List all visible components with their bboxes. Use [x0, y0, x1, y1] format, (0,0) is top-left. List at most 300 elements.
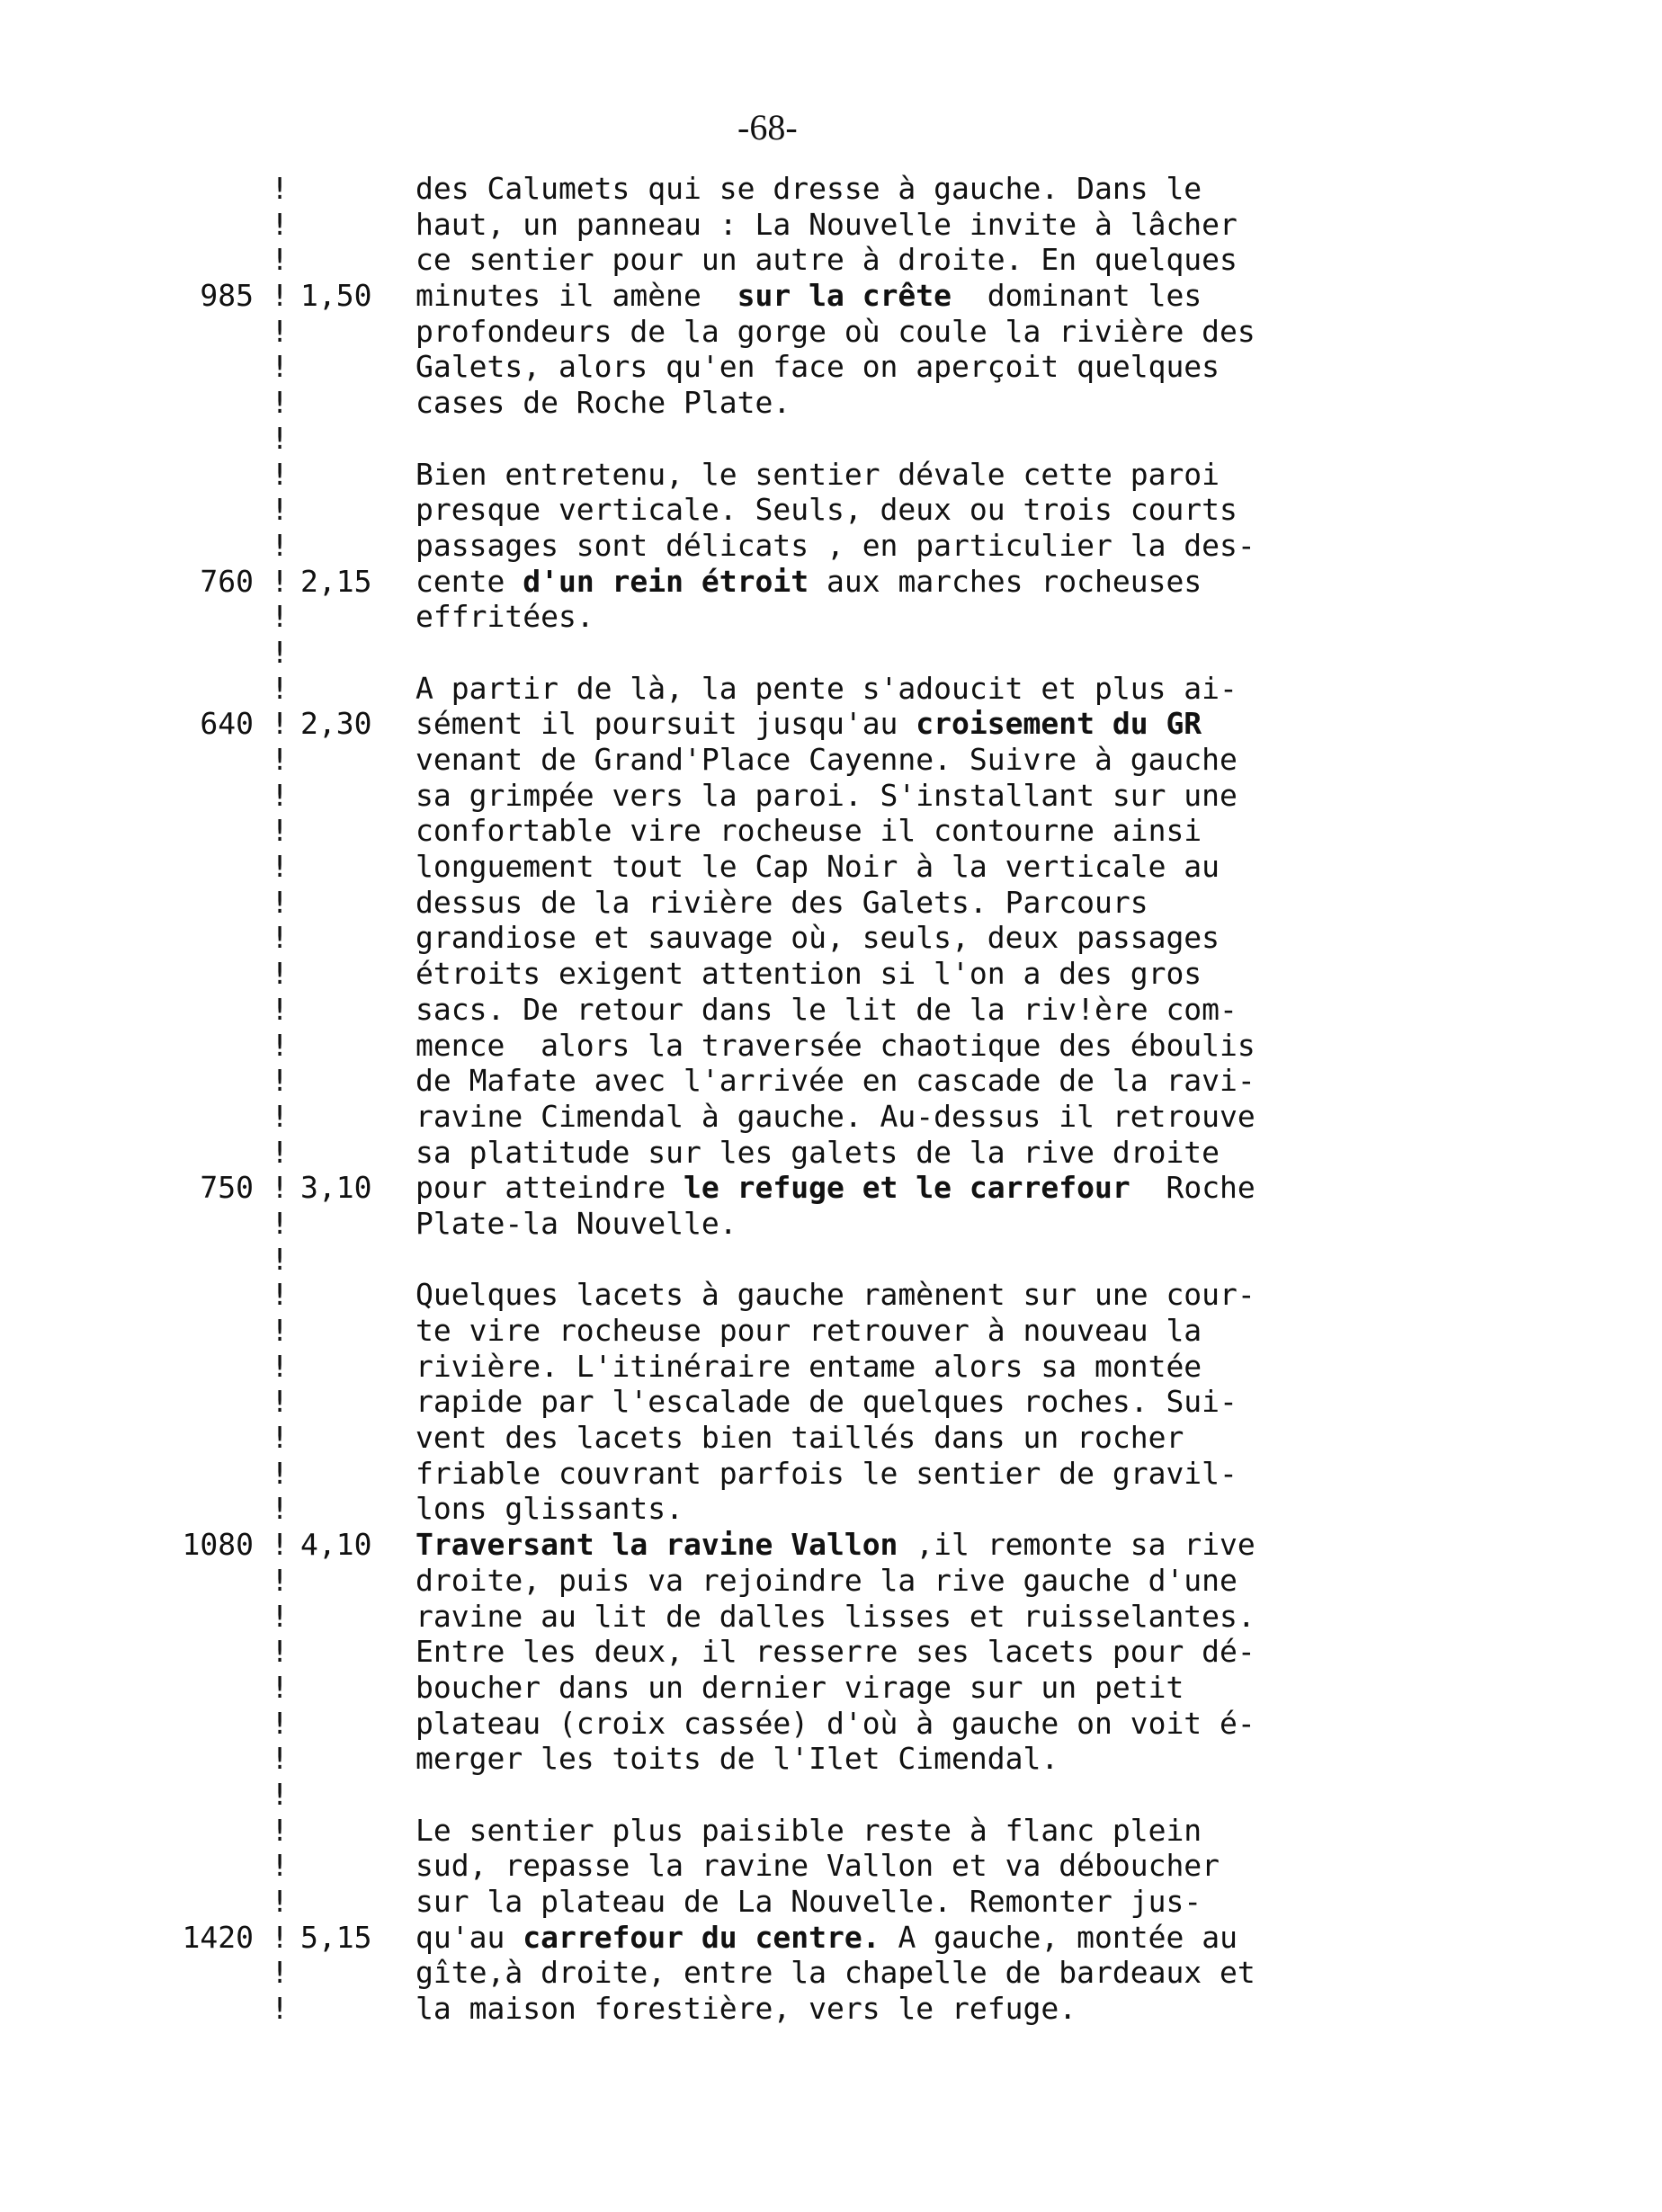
line-text	[416, 1777, 1639, 1813]
line-text	[416, 1063, 1639, 1099]
column-separator: !	[271, 742, 289, 777]
line-text	[416, 1206, 1639, 1242]
text-line	[164, 528, 1639, 564]
text-segment: rapide par l'escalade de quelques roches. Sui-	[416, 1384, 1238, 1420]
altitude-value	[164, 599, 254, 635]
line-text	[416, 1384, 1639, 1420]
text-line	[164, 1206, 1639, 1242]
altitude-value	[164, 1028, 254, 1064]
line-text	[416, 599, 1639, 635]
column-separator: !	[271, 420, 289, 456]
text-line	[164, 1170, 1639, 1206]
altitude-value	[164, 1670, 254, 1706]
column-separator: !	[271, 1134, 289, 1170]
line-text	[416, 992, 1639, 1028]
time-value	[293, 1206, 416, 1242]
time-value	[293, 1028, 416, 1064]
line-text	[416, 492, 1639, 528]
time-value	[293, 492, 416, 528]
time-value	[293, 1313, 416, 1349]
text-line	[164, 207, 1639, 243]
line-text	[416, 528, 1639, 564]
column-separator: !	[271, 1598, 289, 1634]
line-text	[416, 1920, 1639, 1956]
text-line	[164, 492, 1639, 528]
time-value	[293, 314, 416, 350]
text-segment: grandiose et sauvage où, seuls, deux passages	[416, 920, 1220, 956]
column-separator: !	[271, 527, 289, 563]
text-line	[164, 1277, 1639, 1313]
line-text	[416, 171, 1639, 207]
altitude-value	[164, 956, 254, 992]
time-value	[293, 1491, 416, 1527]
column-separator: !	[271, 171, 289, 206]
time-value	[293, 956, 416, 992]
altitude-value	[164, 1063, 254, 1099]
column-separator: !	[271, 1063, 289, 1099]
column-separator: !	[271, 1741, 289, 1777]
altitude-value	[164, 1634, 254, 1670]
text-segment: mence alors la traversée chaotique des éboulis	[416, 1027, 1255, 1063]
time-value	[293, 742, 416, 778]
column-separator: !	[271, 1491, 289, 1527]
column-separator: !	[271, 1776, 289, 1812]
text-segment: minutes il amène	[416, 278, 737, 314]
text-segment: dessus de la rivière des Galets. Parcours	[416, 884, 1148, 920]
time-value	[293, 242, 416, 278]
column-separator: !	[271, 634, 289, 670]
line-text	[416, 849, 1639, 885]
line-text	[416, 1706, 1639, 1742]
altitude-value	[164, 1135, 254, 1171]
line-text	[416, 385, 1639, 421]
text-line	[164, 1848, 1639, 1884]
line-text	[416, 207, 1639, 243]
text-line	[164, 671, 1639, 707]
altitude-value	[164, 1242, 254, 1278]
line-text	[416, 349, 1639, 385]
line-text	[416, 1349, 1639, 1385]
text-segment: des Calumets qui se dresse à gauche. Dans le	[416, 171, 1202, 206]
text-segment: A partir de là, la pente s'adoucit et plus ai-	[416, 670, 1238, 706]
column-separator: !	[271, 1919, 289, 1955]
time-value	[293, 671, 416, 707]
text-line	[164, 314, 1639, 350]
line-text	[416, 1313, 1639, 1349]
altitude-value	[164, 1706, 254, 1742]
altitude-value	[164, 1777, 254, 1813]
line-text	[416, 421, 1639, 457]
text-segment: friable couvrant parfois le sentier de gravil-	[416, 1455, 1238, 1491]
time-value: 4,10	[300, 1527, 372, 1563]
column-separator: !	[271, 1098, 289, 1134]
text-segment: dominant les	[952, 278, 1202, 314]
line-text	[416, 885, 1639, 921]
line-text	[416, 1527, 1639, 1563]
bold-text-segment: carrefour du centre.	[523, 1919, 880, 1955]
text-segment: Plate-la Nouvelle.	[416, 1205, 737, 1241]
line-text	[416, 1884, 1639, 1920]
text-segment: ravine au lit de dalles lisses et ruisselantes.	[416, 1598, 1255, 1634]
text-line	[164, 1884, 1639, 1920]
time-value	[293, 920, 416, 956]
text-segment: plateau (croix cassée) d'où à gauche on voit é-	[416, 1705, 1255, 1741]
altitude-value: 1420	[182, 1919, 254, 1955]
column-separator: !	[271, 1991, 289, 2027]
text-line	[164, 992, 1639, 1028]
line-text	[416, 1099, 1639, 1135]
altitude-value	[164, 742, 254, 778]
column-separator: !	[271, 1241, 289, 1277]
line-text	[416, 242, 1639, 278]
text-line	[164, 885, 1639, 921]
altitude-value	[164, 1313, 254, 1349]
text-segment: sur la plateau de La Nouvelle. Remonter jus-	[416, 1884, 1202, 1919]
text-segment: boucher dans un dernier virage sur un petit	[416, 1669, 1184, 1705]
column-separator: !	[271, 599, 289, 635]
altitude-value	[164, 1991, 254, 2027]
line-text	[416, 1634, 1639, 1670]
text-segment: venant de Grand'Place Cayenne. Suivre à gauche	[416, 742, 1238, 777]
altitude-value	[164, 528, 254, 564]
time-value	[293, 207, 416, 243]
time-value	[293, 1063, 416, 1099]
column-separator: !	[271, 1420, 289, 1456]
line-text	[416, 1277, 1639, 1313]
text-line	[164, 385, 1639, 421]
column-separator: !	[271, 206, 289, 242]
altitude-value	[164, 1741, 254, 1777]
text-segment: vent des lacets bien taillés dans un rocher	[416, 1420, 1184, 1456]
altitude-value	[164, 778, 254, 814]
text-segment: te vire rocheuse pour retrouver à nouveau la	[416, 1313, 1202, 1348]
column-separator: !	[271, 1884, 289, 1919]
column-separator: !	[271, 1955, 289, 1991]
altitude-value	[164, 920, 254, 956]
text-line	[164, 1135, 1639, 1171]
altitude-value	[164, 1813, 254, 1849]
time-value: 2,30	[300, 706, 372, 742]
column-separator: !	[271, 1527, 289, 1563]
text-segment: merger les toits de l'Ilet Cimendal.	[416, 1741, 1059, 1777]
altitude-value	[164, 207, 254, 243]
text-line	[164, 1741, 1639, 1777]
time-value	[293, 1670, 416, 1706]
line-text	[416, 1848, 1639, 1884]
line-text	[416, 778, 1639, 814]
column-separator: !	[271, 1812, 289, 1848]
text-segment: confortable vire rocheuse il contourne ainsi	[416, 813, 1202, 849]
time-value	[293, 1599, 416, 1635]
altitude-value	[164, 1349, 254, 1385]
text-line	[164, 1777, 1639, 1813]
altitude-value	[164, 1277, 254, 1313]
text-segment: Bien entretenu, le sentier dévale cette paroi	[416, 456, 1220, 492]
column-separator: !	[271, 1205, 289, 1241]
column-separator: !	[271, 313, 289, 349]
bold-text-segment: d'un rein étroit	[523, 563, 809, 599]
text-segment: sa grimpée vers la paroi. S'installant sur une	[416, 777, 1238, 813]
altitude-value	[164, 1456, 254, 1492]
page-number: -68-	[737, 107, 798, 147]
time-value	[293, 457, 416, 493]
time-value	[293, 528, 416, 564]
text-segment: qu'au	[416, 1919, 523, 1955]
line-text	[416, 1955, 1639, 1991]
text-line	[164, 457, 1639, 493]
text-segment: sacs. De retour dans le lit de la riv!ère com-	[416, 991, 1238, 1027]
text-segment: cente	[416, 563, 523, 599]
text-segment: Roche	[1130, 1170, 1255, 1206]
text-segment: sud, repasse la ravine Vallon et va déboucher	[416, 1848, 1220, 1884]
text-line	[164, 778, 1639, 814]
text-segment: ce sentier pour un autre à droite. En quelques	[416, 242, 1238, 278]
altitude-value	[164, 635, 254, 671]
column-separator: !	[271, 563, 289, 599]
text-line	[164, 1991, 1639, 2027]
altitude-value	[164, 813, 254, 849]
time-value	[293, 1135, 416, 1171]
altitude-value	[164, 671, 254, 707]
text-line	[164, 1670, 1639, 1706]
text-segment: haut, un panneau : La Nouvelle invite à lâcher	[416, 206, 1238, 242]
time-value	[293, 599, 416, 635]
line-text	[416, 1420, 1639, 1456]
altitude-value: 1080	[182, 1527, 254, 1563]
time-value	[293, 349, 416, 385]
line-text	[416, 1670, 1639, 1706]
altitude-value	[164, 1420, 254, 1456]
text-line	[164, 1099, 1639, 1135]
text-segment: de Mafate avec l'arrivée en cascade de la ravi-	[416, 1063, 1255, 1099]
altitude-value	[164, 1848, 254, 1884]
time-value: 1,50	[300, 278, 372, 314]
line-text	[416, 1135, 1639, 1171]
altitude-value	[164, 1491, 254, 1527]
bold-text-segment: Traversant la ravine Vallon	[416, 1527, 898, 1563]
altitude-value: 750	[200, 1170, 254, 1206]
line-text	[416, 564, 1639, 600]
time-value	[293, 778, 416, 814]
time-value	[293, 992, 416, 1028]
text-segment: lons glissants.	[416, 1491, 684, 1527]
column-separator: !	[271, 492, 289, 528]
time-value	[293, 885, 416, 921]
text-segment: cases de Roche Plate.	[416, 385, 791, 421]
line-text	[416, 1563, 1639, 1599]
text-segment: sément il poursuit jusqu'au	[416, 706, 916, 742]
text-line	[164, 599, 1639, 635]
text-line	[164, 1491, 1639, 1527]
column-separator: !	[271, 1669, 289, 1705]
column-separator: !	[271, 670, 289, 706]
line-text	[416, 1741, 1639, 1777]
line-text	[416, 314, 1639, 350]
text-segment: étroits exigent attention si l'on a des gros	[416, 956, 1202, 992]
time-value	[293, 1777, 416, 1813]
altitude-value	[164, 385, 254, 421]
time-value	[293, 171, 416, 207]
text-line	[164, 813, 1639, 849]
text-line	[164, 421, 1639, 457]
text-segment: passages sont délicats , en particulier la des-	[416, 527, 1255, 563]
column-separator: !	[271, 242, 289, 278]
column-separator: !	[271, 956, 289, 992]
line-text	[416, 956, 1639, 992]
text-segment: pour atteindre	[416, 1170, 684, 1206]
time-value	[293, 1420, 416, 1456]
time-value	[293, 1741, 416, 1777]
text-line	[164, 1028, 1639, 1064]
column-separator: !	[271, 1348, 289, 1384]
text-line	[164, 849, 1639, 885]
time-value	[293, 1991, 416, 2027]
line-text	[416, 671, 1639, 707]
text-line	[164, 1563, 1639, 1599]
text-line	[164, 1313, 1639, 1349]
bold-text-segment: croisement du GR	[916, 706, 1202, 742]
text-segment: presque verticale. Seuls, deux ou trois courts	[416, 492, 1238, 528]
bold-text-segment: sur la crête	[737, 278, 952, 314]
time-value	[293, 1848, 416, 1884]
text-line	[164, 1456, 1639, 1492]
altitude-value: 760	[200, 563, 254, 599]
altitude-value	[164, 314, 254, 350]
text-line	[164, 1420, 1639, 1456]
text-line	[164, 742, 1639, 778]
altitude-value	[164, 1563, 254, 1599]
column-separator: !	[271, 1455, 289, 1491]
altitude-value	[164, 457, 254, 493]
altitude-value	[164, 1599, 254, 1635]
text-line	[164, 171, 1639, 207]
text-line	[164, 920, 1639, 956]
time-value	[293, 1955, 416, 1991]
text-segment: sa platitude sur les galets de la rive droite	[416, 1134, 1220, 1170]
column-separator: !	[271, 1313, 289, 1348]
text-line	[164, 1920, 1639, 1956]
time-value	[293, 1349, 416, 1385]
bold-text-segment: le refuge et le carrefour	[684, 1170, 1130, 1206]
time-value: 3,10	[300, 1170, 372, 1206]
time-value	[293, 421, 416, 457]
text-line	[164, 1384, 1639, 1420]
line-text	[416, 742, 1639, 778]
text-segment: gîte,à droite, entre la chapelle de bardeaux et	[416, 1955, 1255, 1991]
line-text	[416, 1599, 1639, 1635]
text-segment: rivière. L'itinéraire entame alors sa montée	[416, 1348, 1202, 1384]
line-text	[416, 920, 1639, 956]
time-value	[293, 385, 416, 421]
line-text	[416, 278, 1639, 314]
altitude-value	[164, 992, 254, 1028]
text-line	[164, 1706, 1639, 1742]
time-value	[293, 1706, 416, 1742]
line-text	[416, 1491, 1639, 1527]
time-value	[293, 1242, 416, 1278]
text-segment: ravine Cimendal à gauche. Au-dessus il retrouve	[416, 1098, 1255, 1134]
text-segment: profondeurs de la gorge où coule la rivière des	[416, 313, 1255, 349]
text-segment: A gauche, montée au	[880, 1919, 1238, 1955]
altitude-value	[164, 1099, 254, 1135]
text-line	[164, 1599, 1639, 1635]
time-value	[293, 1813, 416, 1849]
text-segment: ,il remonte sa rive	[898, 1527, 1255, 1563]
column-separator: !	[271, 813, 289, 849]
time-value	[293, 1384, 416, 1420]
text-segment: la maison forestière, vers le refuge.	[416, 1991, 1077, 2027]
time-value	[293, 1456, 416, 1492]
column-separator: !	[271, 1277, 289, 1313]
column-separator: !	[271, 349, 289, 385]
text-line	[164, 1242, 1639, 1278]
text-line	[164, 1634, 1639, 1670]
altitude-value	[164, 242, 254, 278]
time-value	[293, 635, 416, 671]
altitude-value: 640	[200, 706, 254, 742]
line-text	[416, 1813, 1639, 1849]
time-value	[293, 1277, 416, 1313]
altitude-value	[164, 1884, 254, 1920]
line-text	[416, 1170, 1639, 1206]
line-text	[416, 457, 1639, 493]
altitude-value	[164, 421, 254, 457]
column-separator: !	[271, 884, 289, 920]
text-line	[164, 1813, 1639, 1849]
text-line	[164, 635, 1639, 671]
line-text	[416, 1456, 1639, 1492]
column-separator: !	[271, 385, 289, 421]
text-segment: Le sentier plus paisible reste à flanc plein	[416, 1812, 1202, 1848]
altitude-value	[164, 492, 254, 528]
column-separator: !	[271, 706, 289, 742]
text-segment: Quelques lacets à gauche ramènent sur une cour-	[416, 1277, 1255, 1313]
altitude-value	[164, 1955, 254, 1991]
time-value	[293, 813, 416, 849]
altitude-value	[164, 885, 254, 921]
text-segment: longuement tout le Cap Noir à la verticale au	[416, 849, 1220, 885]
text-line	[164, 956, 1639, 992]
text-segment: aux marches rocheuses	[809, 563, 1202, 599]
line-text	[416, 1028, 1639, 1064]
line-text	[416, 813, 1639, 849]
time-value	[293, 1634, 416, 1670]
column-separator: !	[271, 1170, 289, 1206]
itinerary-text	[164, 171, 1639, 2027]
line-text	[416, 1991, 1639, 2027]
column-separator: !	[271, 849, 289, 885]
column-separator: !	[271, 1848, 289, 1884]
column-separator: !	[271, 278, 289, 314]
time-value	[293, 1884, 416, 1920]
altitude-value	[164, 849, 254, 885]
time-value	[293, 1099, 416, 1135]
altitude-value	[164, 171, 254, 207]
column-separator: !	[271, 777, 289, 813]
column-separator: !	[271, 1705, 289, 1741]
time-value: 5,15	[300, 1919, 372, 1955]
text-segment: Entre les deux, il resserre ses lacets pour dé-	[416, 1634, 1255, 1670]
text-line	[164, 1955, 1639, 1991]
line-text	[416, 635, 1639, 671]
text-line	[164, 1063, 1639, 1099]
text-segment: effritées.	[416, 599, 594, 635]
text-segment: droite, puis va rejoindre la rive gauche d'une	[416, 1562, 1238, 1598]
line-text	[416, 1242, 1639, 1278]
text-line	[164, 349, 1639, 385]
text-line	[164, 1527, 1639, 1563]
text-line	[164, 242, 1639, 278]
